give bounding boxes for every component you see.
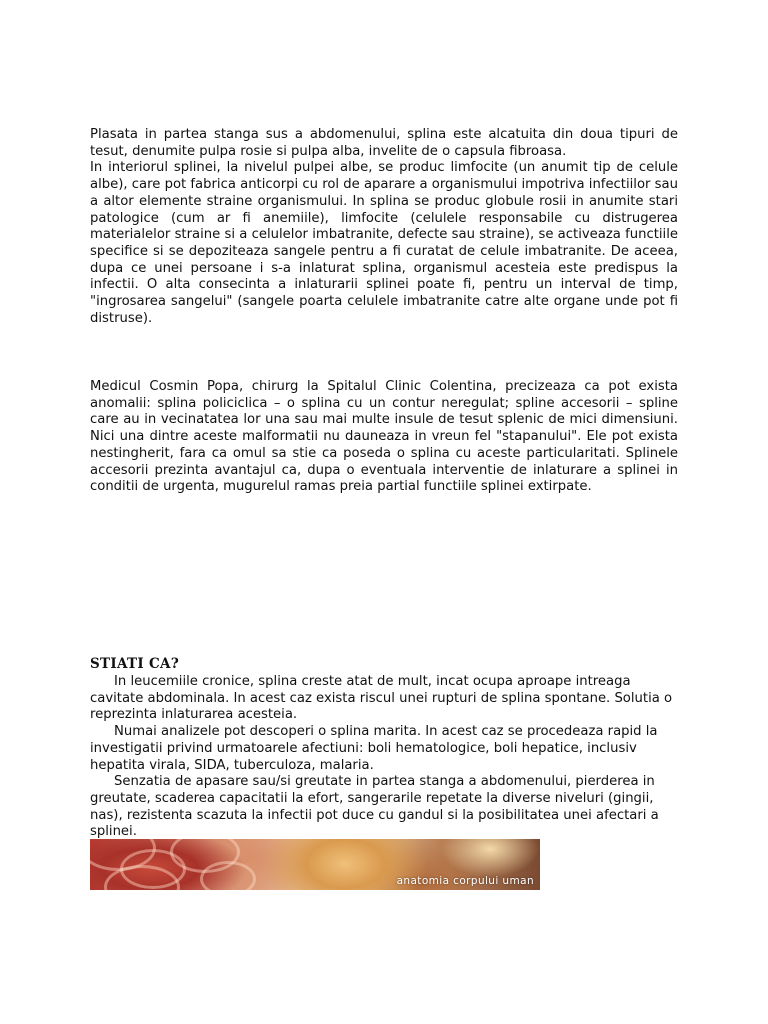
anatomy-banner-image	[90, 839, 540, 890]
did-you-know-section	[90, 655, 678, 841]
paragraph-anomalies: Medicul Cosmin Popa, chirurg la Spitalul Clinic Colentina, precizeaza ca pot exista anomalii: splina policiclica – o splina cu un contur neregulat; spline accesorii – spline care au in vecinatatea lor una sau mai multe insule de tesut splenic de mici dimensiuni. Nici una dintre aceste malformatii nu dauneaza in vreun fel "stapanului". Ele pot exista nestingherit, fara ca omul sa stie ca poseda o splina cu aceste particularitati. Splinele accesorii prezinta avantajul ca, dupa o eventuala interventie de inlaturare a splinei in conditii de urgenta, mugurelul ramas preia partial functiile splinei extirpate.	[90, 379, 678, 495]
banner-caption: anatomia corpului uman	[396, 875, 534, 887]
paragraph-symptoms: Senzatia de apasare sau/si greutate in partea stanga a abdomenului, pierderea in greutate, scaderea capacitatii la efort, sangerarile repetate la diverse niveluri (gingii, nas), rezistenta scazuta la infectii pot duce cu gandul si la posibilitatea unei afectari a splinei.	[90, 774, 659, 840]
section-heading: STIATI CA?	[90, 656, 180, 672]
paragraph-location: Plasata in partea stanga sus a abdomenului, splina este alcatuita din doua tipuri de tesut, denumite pulpa rosie si pulpa alba, invelite de o capsula fibroasa.	[90, 127, 678, 159]
paragraph-function: In interiorul splinei, la nivelul pulpei albe, se produc limfocite (un anumit tip de celule albe), care pot fabrica anticorpi cu rol de aparare a organismului impotriva infectiilor sau a altor elemente straine organismului. In splina se produc globule rosii in anumite stari patologice (cum ar fi anemiile), limfocite (celulele responsabile cu distrugerea materialelor straine si a celulelor imbatranite, defecte sau straine), se activeaza functiile specifice si se depoziteaza sangele pentru a fi curatat de celule imbatranite. De aceea, dupa ce unei persoane i s-a inlaturat splina, organismul acesteia este predispus la infectii. O alta consecinta a inlaturarii splinei poate fi, pentru un interval de timp, "ingrosarea sangelui" (sangele poarta celulele imbatranite catre alte organe unde pot fi distruse).	[90, 160, 678, 326]
paragraph-analysis: Numai analizele pot descoperi o splina marita. In acest caz se procedeaza rapid la investigatii privind urmatoarele afectiuni: boli hematologice, boli hepatice, inclusiv hepatita virala, SIDA, tuberculoza, malaria.	[90, 724, 658, 773]
paragraph-leukemia: In leucemiile cronice, splina creste atat de mult, incat ocupa aproape intreaga cavitate abdominala. In acest caz exista riscul unei rupturi de splina spontane. Solutia o reprezinta inlaturarea acesteia.	[90, 674, 673, 723]
spleen-anatomy-section	[90, 127, 678, 327]
anomalies-section	[90, 379, 678, 496]
